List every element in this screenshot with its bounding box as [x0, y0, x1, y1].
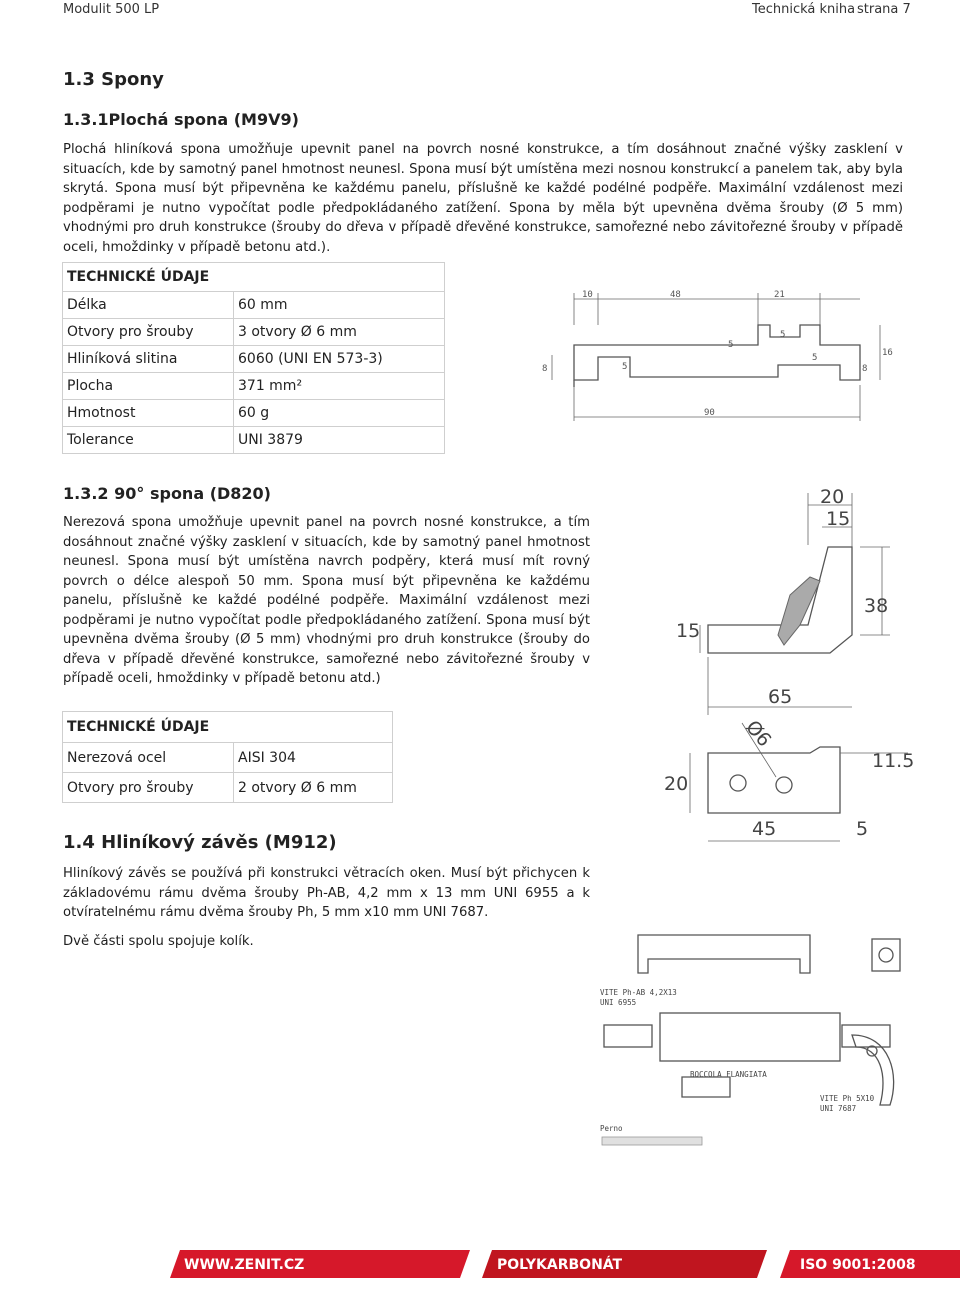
subsection-title-1-3-2: 1.3.2 90° spona (D820) [63, 484, 271, 503]
spec-value: AISI 304 [234, 743, 393, 773]
table-row [63, 427, 445, 454]
section-title-1-3: 1.3 Spony [63, 69, 164, 90]
dim-label: 15 [676, 620, 701, 642]
table-row [63, 346, 445, 373]
table-row [63, 400, 445, 427]
hole-icon [776, 777, 792, 793]
dim-label: 5 [780, 330, 786, 340]
hinge-screw2-label: VITE Ph 5X10 [820, 1094, 875, 1103]
dim-label: 38 [864, 595, 889, 617]
angle-clip-slot [778, 577, 820, 645]
paragraph-1-3-1: Plochá hliníková spona umožňuje upevnit panel na povrch nosné konstrukce, a tím dosáhnout značné výšky zasklení v situacích, kde by samotný panel hmotnost neunesl. Spona musí být umístěna mezi nosnou konstrukcí a panelem tak, aby byla skrytá. Spona musí být připevněna ke každému panelu, příslušně ke každé podélné podpěře. Maximální vzdálenost mezi podpěrami je nutno vypočítat podle předpokládaného zatížení. Spona by měla být upevněna dvěma šrouby (Ø 5 mm) vhodnými pro druh konstrukce (šrouby do dřeva v případě dřevěné konstrukce, samořezné nebo závitořezné šrouby v případě oceli, hmoždinky v případě betonu atd.). [63, 142, 903, 255]
spec-label: Délka [63, 292, 234, 319]
spec-label: Hliníková slitina [63, 346, 234, 373]
hinge-side-view [638, 935, 810, 973]
subsection-title-1-3-1: 1.3.1Plochá spona (M9V9) [63, 110, 299, 129]
spec-value: 60 g [234, 400, 445, 427]
spec-label: Otvory pro šrouby [63, 319, 234, 346]
spec-value: 60 mm [234, 292, 445, 319]
table-row [63, 319, 445, 346]
spec-table-2-title: TECHNICKÉ ÚDAJE [63, 712, 393, 743]
spec-table-1 [62, 262, 445, 454]
spec-table-1-title: TECHNICKÉ ÚDAJE [63, 263, 445, 292]
footer [0, 1242, 960, 1292]
hinge-bush-left [604, 1025, 652, 1047]
hole-icon [730, 775, 746, 791]
paragraph-1-4: Hliníkový závěs se používá při konstrukci větracích oken. Musí být přichycen k základovému rámu dvěma šrouby Ph-AB, 4,2 mm x 13 mm UNI 6955 a k otvíratelnému rámu dvěma šrouby Ph, 5 mm x10 mm UNI 7687. [63, 866, 590, 920]
dim-label: 16 [882, 348, 893, 358]
paragraph-1-3-2: Nerezová spona umožňuje upevnit panel na povrch nosné konstrukce, a tím dosáhnout značné výšky zasklení v situacích, kde by samotný panel hmotnost neunesl. Spona musí být umístěna navrch podpěry, která musí mít rovný povrch o délce alespoň 50 mm. Spona musí být připevněna ke každému panelu, příslušně ke každé podélné podpěře. Maximální vzdálenost mezi podpěrami je nutno vypočítat podle předpokládaného zatížení. Spona musí být upevněna dvěma šrouby (Ø 5 mm) vhodnými pro druh konstrukce (šrouby do dřeva v případě dřevěné konstrukce, samořezné nebo závitořezné šrouby v případě oceli, hmoždinky v případě betonu atd.) [63, 515, 590, 686]
hinge-end-view [872, 939, 900, 971]
angle-clip-plan [708, 747, 840, 813]
dim-label: 10 [582, 290, 593, 300]
hinge-body [660, 1013, 840, 1061]
flat-clip-drawing [530, 285, 900, 425]
hinge-leaf [682, 1077, 730, 1097]
spec-label: Plocha [63, 373, 234, 400]
spec-value: 3 otvory Ø 6 mm [234, 319, 445, 346]
hinge-screw2-spec: UNI 7687 [820, 1104, 857, 1113]
paragraph-1-4-b: Dvě části spolu spojuje kolík. [63, 934, 254, 949]
table-row [63, 373, 445, 400]
section-title-1-4: 1.4 Hliníkový závěs (M912) [63, 832, 337, 853]
footer-product: POLYKARBONÁT [497, 1257, 623, 1273]
table-row [63, 773, 393, 803]
spec-label: Otvory pro šrouby [63, 773, 234, 803]
hole-icon [879, 948, 893, 962]
dim-label: 5 [812, 353, 818, 363]
dim-label: 48 [670, 290, 681, 300]
hinge-drawing [590, 925, 910, 1150]
spec-label: Tolerance [63, 427, 234, 454]
hinge-pin [602, 1137, 702, 1145]
hinge-bush-label: BOCCOLA FLANGIATA [690, 1070, 767, 1079]
hinge-pin-label: Perno [600, 1124, 623, 1133]
spec-value: 6060 (UNI EN 573-3) [234, 346, 445, 373]
dim-label: 20 [664, 773, 689, 795]
spec-table-2 [62, 711, 393, 803]
footer-iso: ISO 9001:2008 [800, 1257, 916, 1273]
dim-label: 90 [704, 408, 715, 418]
dim-label: 65 [768, 686, 793, 708]
dim-label: 45 [752, 818, 777, 840]
dim-label: 5 [856, 818, 869, 840]
dim-label: 5 [728, 340, 734, 350]
angle-clip-drawing [660, 485, 920, 855]
footer-website[interactable]: WWW.ZENIT.CZ [184, 1257, 305, 1273]
dim-label: 21 [774, 290, 785, 300]
header [0, 0, 960, 20]
spec-label: Hmotnost [63, 400, 234, 427]
dim-label: Ø6 [741, 716, 776, 752]
dim-label: 8 [862, 364, 868, 374]
hinge-screw1-spec: UNI 6955 [600, 998, 637, 1007]
table-row [63, 743, 393, 773]
hinge-bush-right [842, 1025, 890, 1047]
spec-value: 371 mm² [234, 373, 445, 400]
spec-value: UNI 3879 [234, 427, 445, 454]
table-row [63, 292, 445, 319]
dim-label: 5 [622, 362, 628, 372]
dim-label: 11.5 [872, 750, 915, 772]
spec-label: Nerezová ocel [63, 743, 234, 773]
header-page-number: strana 7 [857, 2, 911, 17]
header-doc-title: Modulit 500 LP [63, 2, 160, 17]
header-book-title: Technická kniha [752, 2, 856, 17]
dim-label: 15 [826, 508, 851, 530]
spec-value: 2 otvory Ø 6 mm [234, 773, 393, 803]
dim-label: 20 [820, 486, 845, 508]
dim-label: 8 [542, 364, 548, 374]
hinge-screw1-label: VITE Ph-AB 4,2X13 [600, 988, 677, 997]
